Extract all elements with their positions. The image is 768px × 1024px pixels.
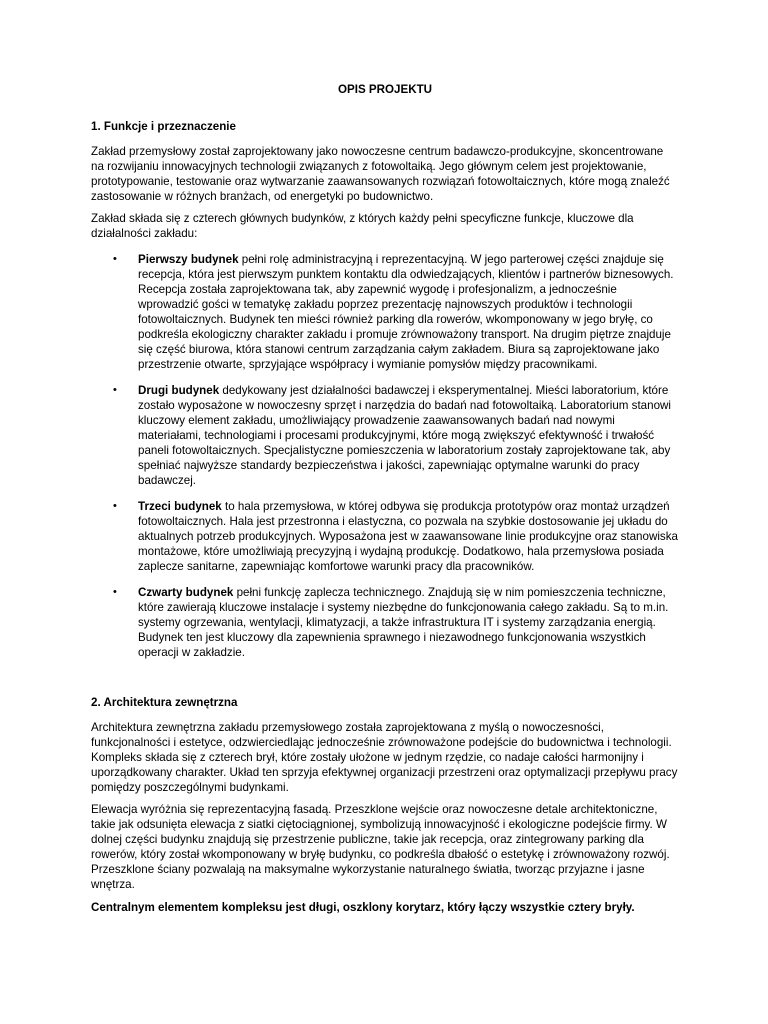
document-content bbox=[91, 82, 679, 915]
document-title: OPIS PROJEKTU bbox=[337, 83, 433, 96]
list-item-building-4 bbox=[91, 585, 679, 660]
list-item-text: pełni rolę administracyjną i reprezentacyjną. W jego parterowej części znajduje się recepcja, która jest pierwszym punktem kontaktu dla odwiedzających, klientów i partnerów biznesowych. Recepcja została zaprojektowana tak, aby zapewnić wygodę i profesjonalizm, a jednocześnie wprowadzić gości w tematykę zakładu poprzez prezentację najnowszych produktów i technologii fotowoltaicznych. Budynek ten mieści również parking dla rowerów, wkomponowany w jego bryłę, co podkreśla ekologiczny charakter zakładu i promuje zrównoważony transport. Na drugim piętrze znajduje się część biurowa, która stanowi centrum zarządzania całym zakładem. Biura są zaprojektowane jako przestrzenie otwarte, sprzyjające współpracy i wymianie pomysłów między pracownikami. bbox=[138, 253, 674, 371]
paragraph: Zakład przemysłowy został zaprojektowany jako nowoczesne centrum badawczo-produkcyjne, skoncentrowane na rozwijaniu innowacyjnych technologii związanych z fotowoltaiką. Jego głównym celem jest projektowanie, prototypowanie, testowanie oraz wytwarzanie zaawansowanych rozwiązań fotowoltaicznych, które mogą znaleźć zastosowanie w różnych branżach, od energetyki po budownictwo. bbox=[91, 145, 670, 203]
list-item-building-1 bbox=[91, 252, 679, 372]
section-heading-architecture: 2. Architektura zewnętrzna bbox=[91, 696, 238, 709]
bullet-icon: • bbox=[113, 586, 117, 598]
bullet-icon: • bbox=[113, 384, 117, 396]
list-item-text: pełni funkcję zaplecza technicznego. Znajdują się w nim pomieszczenia techniczne, które zawierają kluczowe instalacje i systemy niezbędne do funkcjonowania całego zakładu. Są to m.in. systemy ogrzewania, wentylacji, klimatyzacji, a także infrastruktura IT i systemy zarządzania energią. Budynek ten jest kluczowy dla zapewnienia sprawnego i niezawodnego funkcjonowania wszystkich operacji w zakładzie. bbox=[138, 586, 669, 659]
list-item-heading: Czwarty budynek bbox=[138, 586, 234, 599]
bullet-icon: • bbox=[113, 500, 117, 512]
list-item-building-2 bbox=[91, 383, 679, 488]
list-item-heading: Trzeci budynek bbox=[138, 500, 222, 513]
list-item-building-3 bbox=[91, 499, 679, 574]
paragraph: Architektura zewnętrzna zakładu przemysłowego została zaprojektowana z myślą o nowoczesności, funkcjonalności i estetyce, odzwierciedlając jednocześnie zrównoważone podejście do budownictwa i technologii. Kompleks składa się z czterech brył, które zostały ułożone w jednym rzędzie, co nadaje całości harmonijny i uporządkowany charakter. Układ ten sprzyja efektywnej organizacji przestrzeni oraz optymalizacji przepływu pracy pomiędzy poszczególnymi budynkami. bbox=[91, 721, 678, 794]
list-item-heading: Drugi budynek bbox=[138, 384, 220, 397]
emphasized-paragraph: Centralnym elementem kompleksu jest długi, oszklony korytarz, który łączy wszystkie cztery bryły. bbox=[91, 901, 635, 914]
bullet-icon: • bbox=[113, 253, 117, 265]
list-item-text: dedykowany jest działalności badawczej i eksperymentalnej. Mieści laboratorium, które zostało wyposażone w nowoczesny sprzęt i narzędzia do badań nad fotowoltaiką. Laboratorium stanowi kluczowy element zakładu, umożliwiający prowadzenie zaawansowanych badań nad nowymi materiałami, technologiami i procesami produkcyjnymi, które mogą zwiększyć efektywność i trwałość paneli fotowoltaicznych. Specjalistyczne pomieszczenia w laboratorium zostały zaprojektowane tak, aby spełniać najwyższe standardy bezpieczeństwa i jakości, zapewniając optymalne warunki do pracy badawczej. bbox=[138, 384, 671, 487]
list-item-heading: Pierwszy budynek bbox=[138, 253, 239, 266]
buildings-list bbox=[91, 252, 679, 660]
paragraph: Elewacja wyróżnia się reprezentacyjną fasadą. Przeszklone wejście oraz nowoczesne detale architektoniczne, takie jak odsunięta elewacja z siatki ciętociągnionej, symbolizują innowacyjność i ekologiczne podejście firmy. W dolnej części budynku znajdują się przestrzenie publiczne, takie jak recepcja, oraz zintegrowany parking dla rowerów, który został wkomponowany w bryłę budynku, co podkreśla dbałość o estetykę i zrównoważony rozwój. Przeszklone ściany pozwalają na maksymalne wykorzystanie naturalnego światła, tworząc przyjazne i jasne wnętrza. bbox=[91, 803, 670, 891]
section-spacer bbox=[91, 671, 679, 695]
section-heading-functions: 1. Funkcje i przeznaczenie bbox=[91, 120, 236, 133]
paragraph: Zakład składa się z czterech głównych budynków, z których każdy pełni specyficzne funkcje, kluczowe dla działalności zakładu: bbox=[91, 212, 634, 240]
list-item-text: to hala przemysłowa, w której odbywa się produkcja prototypów oraz montaż urządzeń fotowoltaicznych. Hala jest przestronna i elastyczna, co pozwala na szybkie dostosowanie jej układu do aktualnych potrzeb produkcyjnych. Wyposażona jest w zaawansowane linie produkcyjne oraz stanowiska montażowe, które umożliwiają precyzyjną i wydajną produkcję. Dodatkowo, hala przemysłowa posiada zaplecze sanitarne, zapewniając komfortowe warunki pracy dla pracowników. bbox=[138, 500, 678, 573]
